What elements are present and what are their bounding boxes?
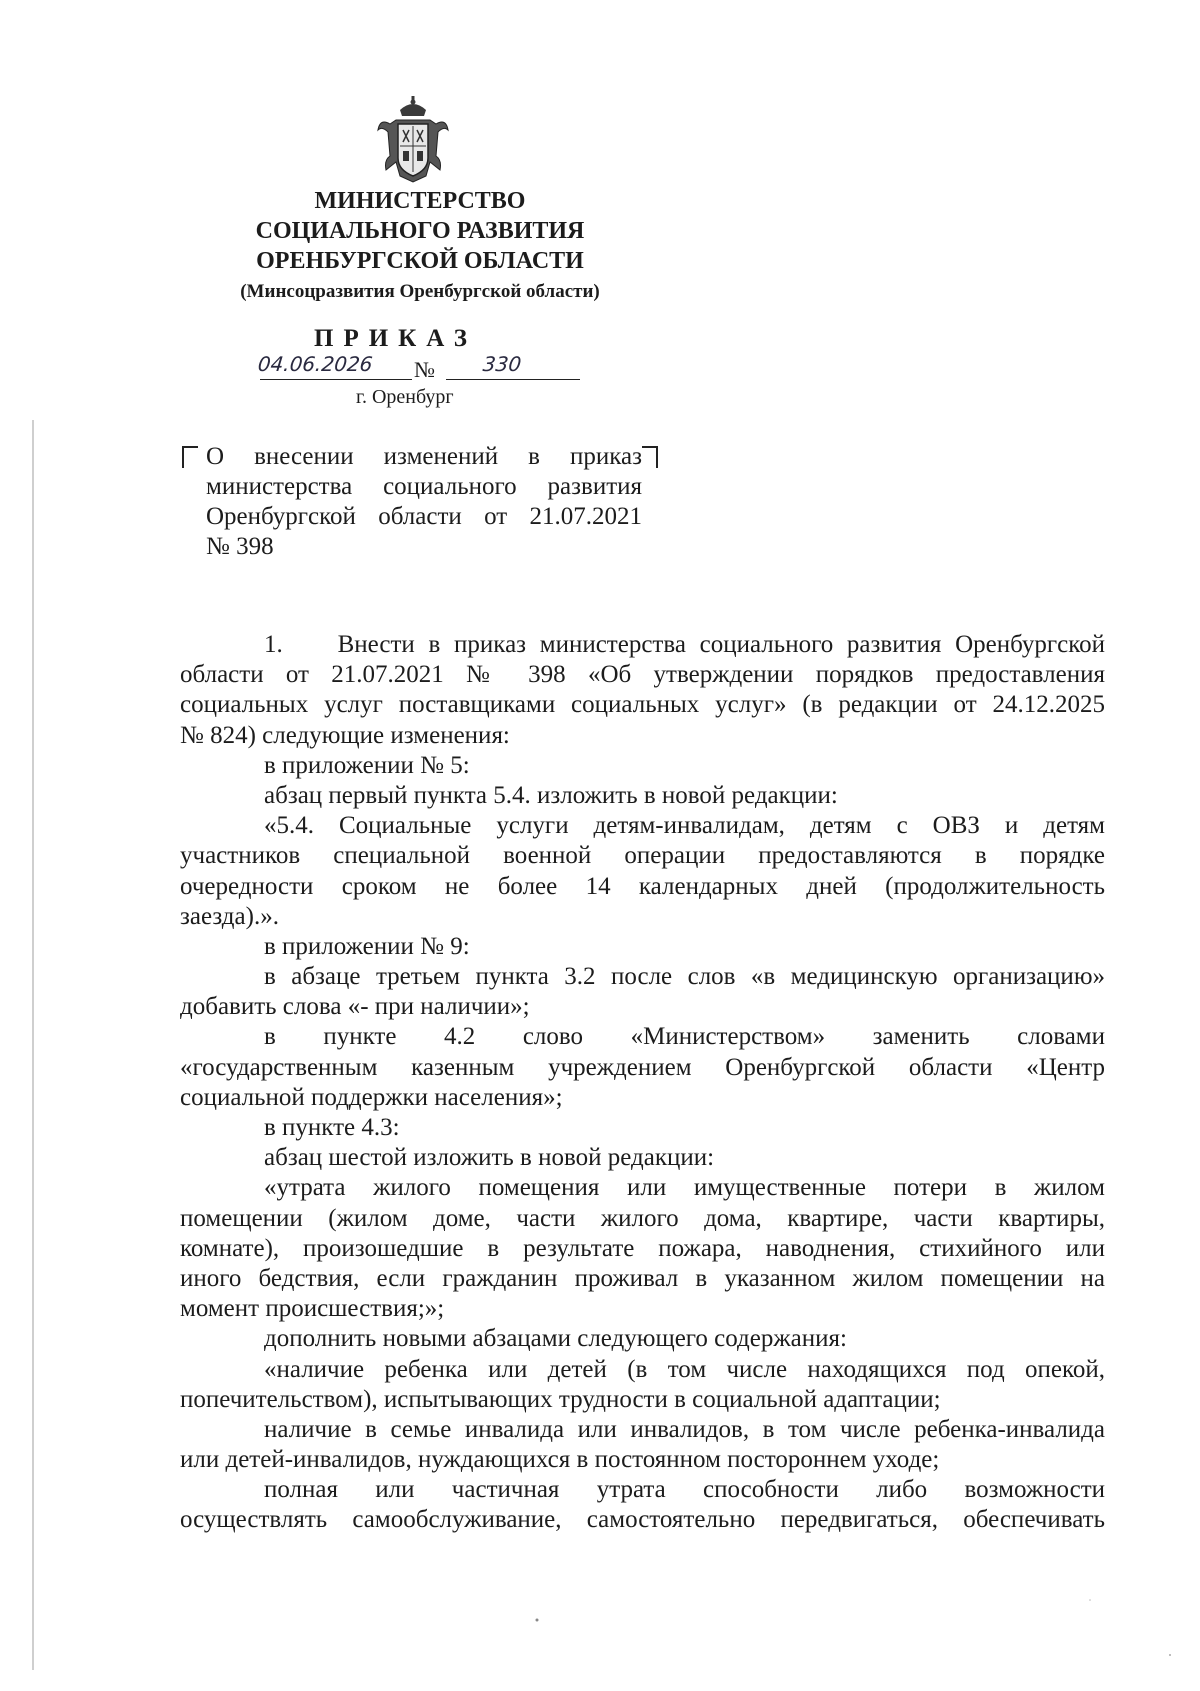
body-line: № 824) следующие изменения: (180, 721, 510, 749)
body-line: в приложении № 5: (264, 751, 470, 779)
body-line: в пункте 4.3: (264, 1114, 400, 1141)
ministry-name-line-3: ОРЕНБУРГСКОЙ ОБЛАСТИ (256, 248, 584, 274)
body-line: «утрата жилого помещения или имущественные потери в жилом (264, 1174, 1105, 1202)
body-line: или детей-инвалидов, нуждающихся в постоянном постороннем уходе; (180, 1446, 940, 1474)
body-line: «государственным казенным учреждением Оренбургской области «Центр (180, 1053, 1105, 1081)
number-underline (446, 379, 580, 380)
body-line: в пункте 4.2 слово «Министерством» заменить словами (264, 1023, 1105, 1051)
body-line: осуществлять самообслуживание, самостоятельно передвигаться, обеспечивать (180, 1506, 1105, 1534)
order-body (180, 630, 1105, 1536)
body-line: «5.4. Социальные услуги детям-инвалидам, детям с ОВЗ и детям (264, 812, 1105, 840)
ministry-short-name: (Минсоцразвития Оренбургской области) (240, 281, 600, 302)
body-line: комнате), произошедшие в результате пожара, наводнения, стихийного или (180, 1234, 1105, 1262)
body-line: наличие в семье инвалида или инвалидов, в том числе ребенка-инвалида (264, 1415, 1105, 1443)
coat-of-arms-emblem (376, 96, 450, 184)
order-city: г. Оренбург (356, 386, 454, 408)
subject-line: министерства социального развития (206, 473, 642, 500)
ministry-name-line-1: МИНИСТЕРСТВО (314, 188, 526, 214)
body-line: полная или частичная утрата способности либо возможности (264, 1476, 1105, 1504)
order-subject (206, 442, 642, 562)
body-line: социальных услуг поставщиками социальных услуг» (в редакции от 24.12.2025 (180, 691, 1105, 719)
body-line: абзац первый пункта 5.4. изложить в новой редакции: (264, 781, 838, 809)
body-line: в приложении № 9: (264, 932, 470, 960)
subject-bracket-right (642, 446, 658, 468)
subject-line: № 398 (206, 533, 274, 560)
subject-bracket-left (182, 446, 198, 468)
body-line: очередности сроком не более 14 календарных дней (продолжительность (180, 872, 1105, 900)
date-underline (260, 379, 412, 380)
body-line: участников специальной военной операции предоставляются в порядке (180, 842, 1105, 870)
body-line: дополнить новыми абзацами следующего содержания: (264, 1325, 847, 1353)
body-line: 1. Внести в приказ министерства социального развития Оренбургской (264, 631, 1105, 658)
body-line: помещении (жилом доме, части жилого дома, квартире, части квартиры, (180, 1204, 1105, 1232)
body-line: иного бедствия, если гражданин проживал в указанном жилом помещении на (180, 1264, 1105, 1292)
subject-line: О внесении изменений в приказ (206, 443, 642, 470)
body-line: социальной поддержки населения»; (180, 1083, 563, 1111)
body-line: момент происшествия;»; (180, 1295, 445, 1323)
body-line: абзац шестой изложить в новой редакции: (264, 1144, 715, 1172)
order-number: 330 (481, 352, 523, 376)
body-line: «наличие ребенка или детей (в том числе находящихся под опекой, (264, 1355, 1105, 1383)
order-date: 04.06.2026 (256, 352, 374, 376)
body-line: попечительством), испытывающих трудности в социальной адаптации; (180, 1385, 941, 1413)
order-title: ПРИКАЗ (314, 325, 477, 352)
number-sign: № (414, 357, 435, 382)
subject-line: Оренбургской области от 21.07.2021 (206, 503, 642, 530)
body-line: добавить слова «- при наличии»; (180, 993, 530, 1021)
ministry-name-line-2: СОЦИАЛЬНОГО РАЗВИТИЯ (255, 218, 585, 244)
body-line: заезда).». (180, 902, 279, 930)
body-line: области от 21.07.2021 № 398 «Об утверждении порядков предоставления (180, 661, 1105, 689)
scan-edge (32, 420, 34, 1670)
body-line: в абзаце третьем пункта 3.2 после слов «в медицинскую организацию» (264, 963, 1105, 991)
